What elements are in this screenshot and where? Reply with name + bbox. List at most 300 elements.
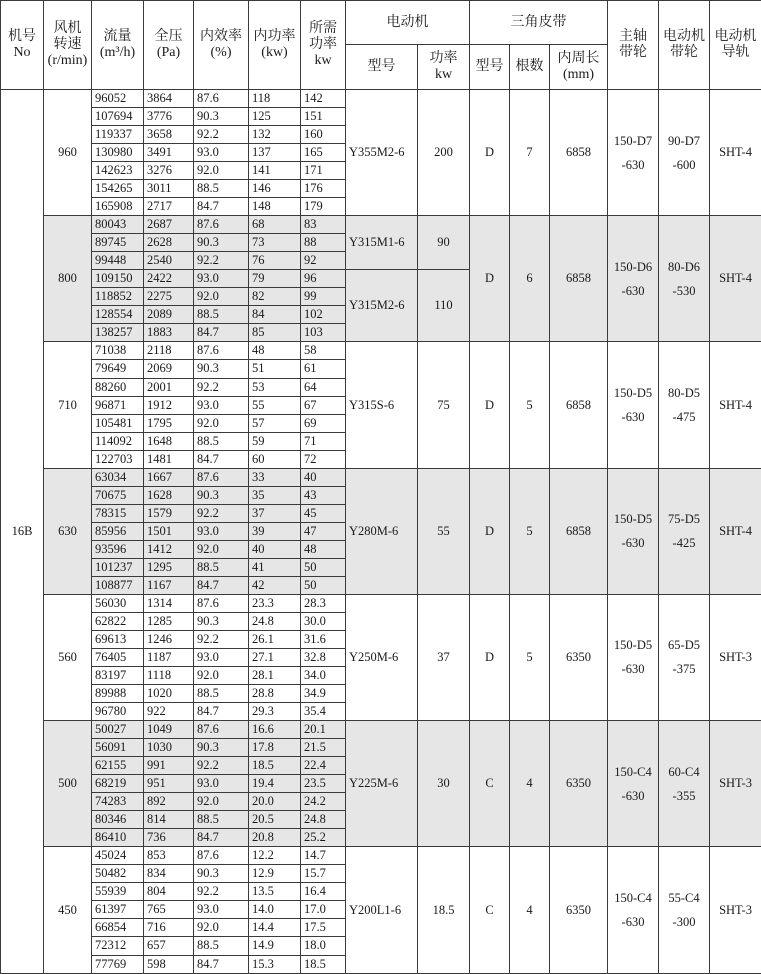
inner-power-cell: 118 [249, 90, 301, 108]
belt-model-cell: D [470, 468, 510, 594]
efficiency-cell: 88.5 [194, 306, 249, 324]
flow-cell: 77769 [92, 955, 144, 974]
belt-count-cell: 4 [510, 847, 550, 974]
belt-length-cell: 6350 [550, 847, 608, 974]
flow-cell: 50482 [92, 865, 144, 883]
required-power-cell: 22.4 [301, 757, 346, 775]
efficiency-cell: 93.0 [194, 901, 249, 919]
pressure-cell: 1912 [144, 396, 194, 414]
motor-pulley-cell-line: 55-C4 [668, 891, 700, 906]
efficiency-cell: 88.5 [194, 811, 249, 829]
inner-power-cell: 48 [249, 342, 301, 360]
required-power-cell: 61 [301, 360, 346, 378]
pressure-cell: 1314 [144, 594, 194, 612]
required-power-cell: 58 [301, 342, 346, 360]
inner-power-cell: 146 [249, 180, 301, 198]
pressure-cell: 853 [144, 847, 194, 865]
required-power-cell: 165 [301, 144, 346, 162]
motor-rail-cell: SHT-4 [710, 216, 761, 342]
speed-cell: 960 [44, 90, 92, 216]
table-row [1, 90, 761, 108]
flow-cell: 142623 [92, 162, 144, 180]
belt-model-cell: D [470, 594, 510, 720]
motor-power-cell: 18.5 [418, 847, 470, 974]
efficiency-cell: 92.2 [194, 630, 249, 648]
efficiency-cell: 87.6 [194, 594, 249, 612]
main-pulley-cell-line: 150-D5 [613, 638, 653, 653]
header-motor-model: 型号 [346, 45, 418, 90]
efficiency-cell: 90.3 [194, 739, 249, 757]
required-power-cell: 176 [301, 180, 346, 198]
header-pressure: 全压 (Pa) [144, 1, 194, 90]
required-power-cell: 34.0 [301, 667, 346, 685]
pressure-cell: 2717 [144, 198, 194, 216]
inner-power-cell: 15.3 [249, 955, 301, 974]
required-power-cell: 96 [301, 270, 346, 288]
table-row [1, 216, 761, 234]
motor-model-cell: Y315M2-6 [346, 270, 418, 342]
pressure-cell: 736 [144, 829, 194, 847]
flow-cell: 85956 [92, 522, 144, 540]
inner-power-cell: 17.8 [249, 739, 301, 757]
motor-pulley-cell [659, 216, 710, 342]
header-flow: 流量 (m³/h) [92, 1, 144, 90]
flow-cell: 76405 [92, 648, 144, 666]
motor-rail-cell: SHT-4 [710, 468, 761, 594]
belt-count-cell: 5 [510, 342, 550, 468]
pressure-cell: 892 [144, 793, 194, 811]
pressure-cell: 991 [144, 757, 194, 775]
motor-pulley-cell-line: 80-D6 [668, 259, 700, 274]
table-row [1, 342, 761, 360]
main-pulley-cell [608, 721, 659, 847]
table-row [1, 468, 761, 486]
pressure-cell: 1648 [144, 432, 194, 450]
header-required-power: 所需 功率 kw [301, 1, 346, 90]
header-v-belt: 三角皮带 [470, 1, 608, 45]
motor-pulley-cell-line: -300 [672, 915, 696, 930]
inner-power-cell: 82 [249, 288, 301, 306]
efficiency-cell: 84.7 [194, 198, 249, 216]
belt-model-cell: D [470, 90, 510, 216]
belt-length-cell: 6858 [550, 216, 608, 342]
efficiency-cell: 88.5 [194, 685, 249, 703]
inner-power-cell: 13.5 [249, 883, 301, 901]
belt-count-cell: 7 [510, 90, 550, 216]
inner-power-cell: 141 [249, 162, 301, 180]
motor-model-cell: Y250M-6 [346, 594, 418, 720]
pressure-cell: 2540 [144, 252, 194, 270]
inner-power-cell: 59 [249, 432, 301, 450]
speed-cell: 500 [44, 721, 92, 847]
required-power-cell: 88 [301, 234, 346, 252]
motor-pulley-cell [659, 90, 710, 216]
pressure-cell: 2422 [144, 270, 194, 288]
inner-power-cell: 19.4 [249, 775, 301, 793]
efficiency-cell: 92.0 [194, 667, 249, 685]
inner-power-cell: 12.2 [249, 847, 301, 865]
flow-cell: 61397 [92, 901, 144, 919]
pressure-cell: 1020 [144, 685, 194, 703]
pressure-cell: 716 [144, 919, 194, 937]
motor-pulley-cell-line: 80-D5 [668, 386, 700, 401]
belt-length-cell: 6350 [550, 721, 608, 847]
efficiency-cell: 87.6 [194, 847, 249, 865]
efficiency-cell: 92.2 [194, 757, 249, 775]
required-power-cell: 64 [301, 378, 346, 396]
pressure-cell: 657 [144, 937, 194, 955]
flow-cell: 114092 [92, 432, 144, 450]
speed-cell: 800 [44, 216, 92, 342]
header-inner-power: 内功率 (kw) [249, 1, 301, 90]
pressure-cell: 922 [144, 703, 194, 721]
flow-cell: 83197 [92, 667, 144, 685]
flow-cell: 105481 [92, 414, 144, 432]
required-power-cell: 34.9 [301, 685, 346, 703]
required-power-cell: 14.7 [301, 847, 346, 865]
flow-cell: 130980 [92, 144, 144, 162]
inner-power-cell: 37 [249, 504, 301, 522]
header-main-pulley: 主轴 带轮 [608, 1, 659, 90]
flow-cell: 78315 [92, 504, 144, 522]
flow-cell: 80043 [92, 216, 144, 234]
speed-cell: 710 [44, 342, 92, 468]
speed-cell: 630 [44, 468, 92, 594]
required-power-cell: 20.1 [301, 721, 346, 739]
efficiency-cell: 87.6 [194, 468, 249, 486]
main-pulley-cell-line: -630 [621, 788, 645, 803]
inner-power-cell: 41 [249, 558, 301, 576]
main-pulley-cell-line: 150-D7 [613, 133, 653, 148]
efficiency-cell: 84.7 [194, 450, 249, 468]
efficiency-cell: 87.6 [194, 721, 249, 739]
efficiency-cell: 92.0 [194, 414, 249, 432]
flow-cell: 56030 [92, 594, 144, 612]
inner-power-cell: 23.3 [249, 594, 301, 612]
pressure-cell: 1883 [144, 324, 194, 342]
required-power-cell: 47 [301, 522, 346, 540]
required-power-cell: 71 [301, 432, 346, 450]
header-machine-no: 机号 No [1, 1, 44, 90]
header-efficiency: 内效率 (%) [194, 1, 249, 90]
inner-power-cell: 18.5 [249, 757, 301, 775]
efficiency-cell: 92.0 [194, 288, 249, 306]
motor-power-cell: 37 [418, 594, 470, 720]
efficiency-cell: 90.3 [194, 486, 249, 504]
inner-power-cell: 76 [249, 252, 301, 270]
flow-cell: 165908 [92, 198, 144, 216]
belt-model-cell: C [470, 847, 510, 974]
flow-cell: 80346 [92, 811, 144, 829]
required-power-cell: 15.7 [301, 865, 346, 883]
efficiency-cell: 84.7 [194, 955, 249, 974]
efficiency-cell: 92.0 [194, 162, 249, 180]
motor-power-cell: 90 [418, 216, 470, 270]
motor-power-cell: 110 [418, 270, 470, 342]
pressure-cell: 804 [144, 883, 194, 901]
pressure-cell: 3864 [144, 90, 194, 108]
belt-length-cell: 6858 [550, 90, 608, 216]
inner-power-cell: 14.4 [249, 919, 301, 937]
pressure-cell: 3776 [144, 108, 194, 126]
efficiency-cell: 92.0 [194, 793, 249, 811]
required-power-cell: 50 [301, 558, 346, 576]
efficiency-cell: 92.2 [194, 883, 249, 901]
efficiency-cell: 92.2 [194, 378, 249, 396]
efficiency-cell: 84.7 [194, 324, 249, 342]
pressure-cell: 2089 [144, 306, 194, 324]
efficiency-cell: 88.5 [194, 180, 249, 198]
required-power-cell: 151 [301, 108, 346, 126]
pressure-cell: 2118 [144, 342, 194, 360]
flow-cell: 71038 [92, 342, 144, 360]
required-power-cell: 24.2 [301, 793, 346, 811]
main-pulley-cell-line: 150-D5 [613, 512, 653, 527]
main-pulley-cell [608, 216, 659, 342]
pressure-cell: 2687 [144, 216, 194, 234]
efficiency-cell: 90.3 [194, 865, 249, 883]
required-power-cell: 30.0 [301, 612, 346, 630]
required-power-cell: 171 [301, 162, 346, 180]
inner-power-cell: 14.0 [249, 901, 301, 919]
efficiency-cell: 93.0 [194, 648, 249, 666]
efficiency-cell: 90.3 [194, 108, 249, 126]
required-power-cell: 67 [301, 396, 346, 414]
inner-power-cell: 55 [249, 396, 301, 414]
pressure-cell: 1049 [144, 721, 194, 739]
inner-power-cell: 26.1 [249, 630, 301, 648]
main-pulley-cell-line: 150-C4 [614, 764, 652, 779]
efficiency-cell: 87.6 [194, 216, 249, 234]
motor-pulley-cell-line: 60-C4 [668, 764, 700, 779]
main-pulley-cell-line: 150-C4 [614, 891, 652, 906]
motor-pulley-cell [659, 468, 710, 594]
required-power-cell: 72 [301, 450, 346, 468]
inner-power-cell: 51 [249, 360, 301, 378]
belt-count-cell: 6 [510, 216, 550, 342]
pressure-cell: 1628 [144, 486, 194, 504]
header-motor: 电动机 [346, 1, 470, 45]
efficiency-cell: 84.7 [194, 829, 249, 847]
main-pulley-cell [608, 90, 659, 216]
header-belt-model: 型号 [470, 45, 510, 90]
inner-power-cell: 40 [249, 540, 301, 558]
flow-cell: 107694 [92, 108, 144, 126]
header-motor-rail: 电动机 导轨 [710, 1, 761, 90]
required-power-cell: 99 [301, 288, 346, 306]
flow-cell: 69613 [92, 630, 144, 648]
efficiency-cell: 90.3 [194, 360, 249, 378]
table-body [1, 90, 761, 974]
table-row [1, 847, 761, 865]
motor-model-cell: Y280M-6 [346, 468, 418, 594]
inner-power-cell: 42 [249, 576, 301, 594]
required-power-cell: 23.5 [301, 775, 346, 793]
motor-rail-cell: SHT-3 [710, 721, 761, 847]
flow-cell: 63034 [92, 468, 144, 486]
inner-power-cell: 79 [249, 270, 301, 288]
efficiency-cell: 93.0 [194, 144, 249, 162]
inner-power-cell: 60 [249, 450, 301, 468]
motor-rail-cell: SHT-4 [710, 90, 761, 216]
inner-power-cell: 27.1 [249, 648, 301, 666]
efficiency-cell: 88.5 [194, 558, 249, 576]
required-power-cell: 43 [301, 486, 346, 504]
header-motor-pulley: 电动机 带轮 [659, 1, 710, 90]
efficiency-cell: 92.2 [194, 504, 249, 522]
efficiency-cell: 92.0 [194, 540, 249, 558]
motor-pulley-cell-line: -475 [672, 410, 696, 425]
efficiency-cell: 92.2 [194, 126, 249, 144]
inner-power-cell: 68 [249, 216, 301, 234]
flow-cell: 118852 [92, 288, 144, 306]
motor-pulley-cell [659, 721, 710, 847]
motor-rail-cell: SHT-3 [710, 847, 761, 974]
speed-cell: 560 [44, 594, 92, 720]
required-power-cell: 31.6 [301, 630, 346, 648]
inner-power-cell: 20.5 [249, 811, 301, 829]
flow-cell: 89745 [92, 234, 144, 252]
inner-power-cell: 73 [249, 234, 301, 252]
inner-power-cell: 57 [249, 414, 301, 432]
main-pulley-cell-line: -630 [621, 915, 645, 930]
pressure-cell: 2628 [144, 234, 194, 252]
motor-model-cell: Y355M2-6 [346, 90, 418, 216]
required-power-cell: 17.0 [301, 901, 346, 919]
flow-cell: 70675 [92, 486, 144, 504]
motor-pulley-cell-line: -425 [672, 536, 696, 551]
main-pulley-cell-line: 150-D6 [613, 259, 653, 274]
belt-model-cell: C [470, 721, 510, 847]
required-power-cell: 32.8 [301, 648, 346, 666]
header-belt-count: 根数 [510, 45, 550, 90]
flow-cell: 108877 [92, 576, 144, 594]
pressure-cell: 814 [144, 811, 194, 829]
flow-cell: 89988 [92, 685, 144, 703]
main-pulley-cell [608, 468, 659, 594]
inner-power-cell: 85 [249, 324, 301, 342]
flow-cell: 66854 [92, 919, 144, 937]
flow-cell: 68219 [92, 775, 144, 793]
motor-pulley-cell-line: -530 [672, 283, 696, 298]
efficiency-cell: 84.7 [194, 576, 249, 594]
main-pulley-cell-line: -630 [621, 662, 645, 677]
pressure-cell: 3276 [144, 162, 194, 180]
inner-power-cell: 12.9 [249, 865, 301, 883]
inner-power-cell: 24.8 [249, 612, 301, 630]
required-power-cell: 160 [301, 126, 346, 144]
motor-power-cell: 30 [418, 721, 470, 847]
inner-power-cell: 53 [249, 378, 301, 396]
required-power-cell: 40 [301, 468, 346, 486]
motor-pulley-cell-line: -375 [672, 662, 696, 677]
flow-cell: 101237 [92, 558, 144, 576]
belt-length-cell: 6858 [550, 342, 608, 468]
pressure-cell: 1187 [144, 648, 194, 666]
flow-cell: 74283 [92, 793, 144, 811]
efficiency-cell: 84.7 [194, 703, 249, 721]
header-belt-length: 内周长 (mm) [550, 45, 608, 90]
efficiency-cell: 87.6 [194, 90, 249, 108]
speed-cell: 450 [44, 847, 92, 974]
main-pulley-cell-line: -630 [621, 410, 645, 425]
pressure-cell: 1285 [144, 612, 194, 630]
main-pulley-cell [608, 594, 659, 720]
belt-count-cell: 5 [510, 468, 550, 594]
flow-cell: 96871 [92, 396, 144, 414]
pressure-cell: 1412 [144, 540, 194, 558]
required-power-cell: 48 [301, 540, 346, 558]
pressure-cell: 1295 [144, 558, 194, 576]
motor-pulley-cell [659, 594, 710, 720]
flow-cell: 56091 [92, 739, 144, 757]
belt-count-cell: 4 [510, 721, 550, 847]
flow-cell: 50027 [92, 721, 144, 739]
machine-no-cell: 16B [1, 90, 44, 974]
pressure-cell: 2275 [144, 288, 194, 306]
required-power-cell: 69 [301, 414, 346, 432]
belt-length-cell: 6350 [550, 594, 608, 720]
required-power-cell: 45 [301, 504, 346, 522]
flow-cell: 96052 [92, 90, 144, 108]
motor-rail-cell: SHT-4 [710, 342, 761, 468]
pressure-cell: 3658 [144, 126, 194, 144]
motor-model-cell: Y225M-6 [346, 721, 418, 847]
motor-rail-cell: SHT-3 [710, 594, 761, 720]
required-power-cell: 103 [301, 324, 346, 342]
flow-cell: 128554 [92, 306, 144, 324]
efficiency-cell: 92.2 [194, 252, 249, 270]
inner-power-cell: 20.0 [249, 793, 301, 811]
main-pulley-cell-line: -630 [621, 536, 645, 551]
table-header [1, 1, 761, 90]
flow-cell: 122703 [92, 450, 144, 468]
motor-power-cell: 200 [418, 90, 470, 216]
inner-power-cell: 14.9 [249, 937, 301, 955]
flow-cell: 119337 [92, 126, 144, 144]
motor-pulley-cell-line: -355 [672, 788, 696, 803]
required-power-cell: 17.5 [301, 919, 346, 937]
flow-cell: 93596 [92, 540, 144, 558]
motor-pulley-cell-line: 75-D5 [668, 512, 700, 527]
table-row [1, 594, 761, 612]
flow-cell: 99448 [92, 252, 144, 270]
required-power-cell: 83 [301, 216, 346, 234]
inner-power-cell: 132 [249, 126, 301, 144]
inner-power-cell: 20.8 [249, 829, 301, 847]
pressure-cell: 1118 [144, 667, 194, 685]
header-fan-speed: 风机 转速 (r/min) [44, 1, 92, 90]
efficiency-cell: 93.0 [194, 396, 249, 414]
pressure-cell: 1246 [144, 630, 194, 648]
pressure-cell: 3011 [144, 180, 194, 198]
flow-cell: 72312 [92, 937, 144, 955]
inner-power-cell: 29.3 [249, 703, 301, 721]
required-power-cell: 179 [301, 198, 346, 216]
header-motor-power: 功率 kw [418, 45, 470, 90]
flow-cell: 154265 [92, 180, 144, 198]
motor-pulley-cell-line: 65-D5 [668, 638, 700, 653]
main-pulley-cell-line: 150-D5 [613, 386, 653, 401]
flow-cell: 88260 [92, 378, 144, 396]
belt-model-cell: D [470, 216, 510, 342]
main-pulley-cell-line: -630 [621, 157, 645, 172]
efficiency-cell: 92.0 [194, 919, 249, 937]
pressure-cell: 1481 [144, 450, 194, 468]
flow-cell: 62822 [92, 612, 144, 630]
pressure-cell: 951 [144, 775, 194, 793]
inner-power-cell: 125 [249, 108, 301, 126]
